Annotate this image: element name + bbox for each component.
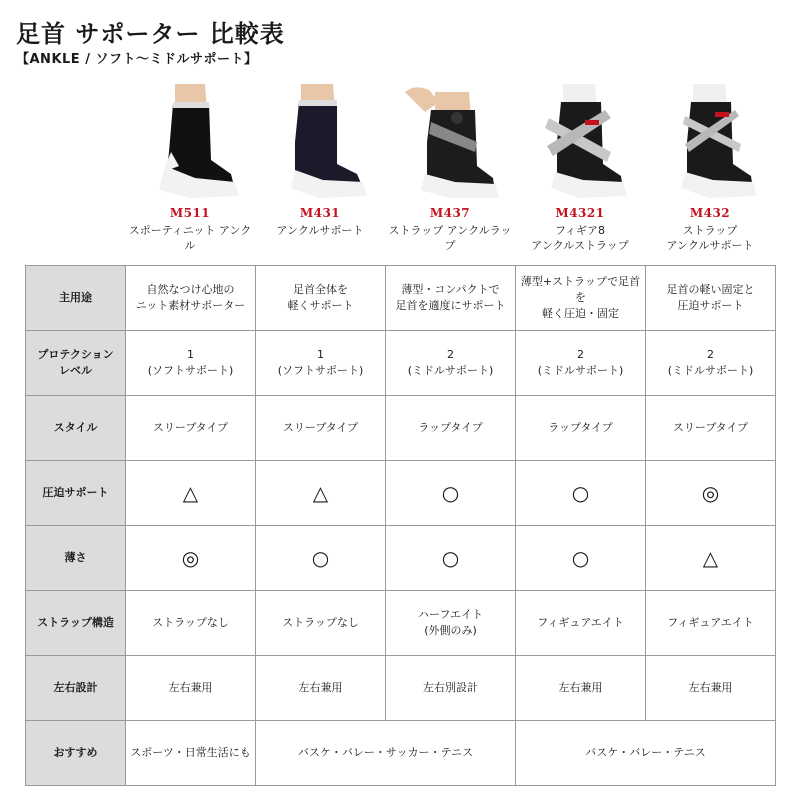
table-cell: 2 (ミドルサポート) [646, 331, 776, 396]
ankle-figure8-strap-photo-icon [525, 82, 635, 200]
table-cell: バスケ・バレー・テニス [516, 721, 776, 786]
table-row-recommended [26, 721, 776, 786]
ankle-sleeve-photo-icon [265, 82, 375, 200]
table-cell: ラップタイプ [516, 396, 646, 461]
table-cell: ハーフエイト (外側のみ) [386, 591, 516, 656]
table-cell: スリーブタイプ [646, 396, 776, 461]
rating-symbol: ○ [386, 461, 516, 526]
product-name: ストラップ アンクルサポート [666, 224, 754, 252]
row-label: 薄さ [26, 526, 126, 591]
table-cell: ラップタイプ [386, 396, 516, 461]
table-cell: 左右兼用 [646, 656, 776, 721]
product-model: M4321 [555, 206, 605, 220]
table-row-usage [26, 266, 776, 331]
table-cell: 左右別設計 [386, 656, 516, 721]
product-m437 [385, 82, 515, 262]
product-name: アンクルサポート [276, 224, 364, 237]
table-row-protection-level [26, 331, 776, 396]
table-row-style [26, 396, 776, 461]
product-m511 [125, 82, 255, 262]
table-cell: 足首全体を 軽くサポート [256, 266, 386, 331]
table-cell: バスケ・バレー・サッカー・テニス [256, 721, 516, 786]
table-row-strap-structure [26, 591, 776, 656]
row-label: プロテクション レベル [26, 331, 126, 396]
ankle-strap-sleeve-photo-icon [655, 82, 765, 200]
table-cell: 2 (ミドルサポート) [386, 331, 516, 396]
product-name: フィギア8 アンクルストラップ [531, 224, 629, 252]
row-label: おすすめ [26, 721, 126, 786]
table-cell: スリーブタイプ [126, 396, 256, 461]
table-row-compression [26, 461, 776, 526]
product-m432 [645, 82, 775, 262]
product-model: M432 [689, 206, 731, 220]
page-title: 足首 サポーター 比較表 [16, 20, 285, 48]
table-row-thinness [26, 526, 776, 591]
table-cell: ストラップなし [256, 591, 386, 656]
rating-symbol: △ [126, 461, 256, 526]
table-row-left-right [26, 656, 776, 721]
row-label: 左右設計 [26, 656, 126, 721]
table-cell: スポーツ・日常生活にも [126, 721, 256, 786]
product-gallery [125, 82, 775, 262]
row-label: 圧迫サポート [26, 461, 126, 526]
comparison-table [25, 265, 776, 786]
product-model: M431 [299, 206, 341, 220]
product-model: M511 [169, 206, 211, 220]
table-cell: 1 (ソフトサポート) [126, 331, 256, 396]
ankle-sleeve-photo-icon [135, 82, 245, 200]
table-cell: 足首の軽い固定と 圧迫サポート [646, 266, 776, 331]
table-cell: 自然なつけ心地の ニット素材サポーター [126, 266, 256, 331]
rating-symbol: △ [646, 526, 776, 591]
row-label: ストラップ構造 [26, 591, 126, 656]
rating-symbol: ○ [256, 526, 386, 591]
row-label: 主用途 [26, 266, 126, 331]
table-cell: 左右兼用 [516, 656, 646, 721]
table-cell: フィギュアエイト [646, 591, 776, 656]
rating-symbol: ◎ [126, 526, 256, 591]
rating-symbol: ○ [516, 526, 646, 591]
rating-symbol: ◎ [646, 461, 776, 526]
product-name: スポーティニット アンクル [128, 224, 252, 252]
rating-symbol: ○ [386, 526, 516, 591]
table-cell: フィギュアエイト [516, 591, 646, 656]
table-cell: ストラップなし [126, 591, 256, 656]
table-cell: 薄型・コンパクトで 足首を適度にサポート [386, 266, 516, 331]
rating-symbol: ○ [516, 461, 646, 526]
ankle-wrap-photo-icon [395, 82, 505, 200]
page-subtitle: 【ANKLE / ソフト〜ミドルサポート】 [16, 52, 258, 67]
product-m431 [255, 82, 385, 262]
product-model: M437 [429, 206, 471, 220]
product-m4321 [515, 82, 645, 262]
table-cell: 左右兼用 [126, 656, 256, 721]
product-name: ストラップ アンクルラップ [388, 224, 512, 252]
table-cell: スリーブタイプ [256, 396, 386, 461]
table-cell: 1 (ソフトサポート) [256, 331, 386, 396]
table-cell: 薄型+ストラップで足首を 軽く圧迫・固定 [516, 266, 646, 331]
table-cell: 左右兼用 [256, 656, 386, 721]
row-label: スタイル [26, 396, 126, 461]
table-cell: 2 (ミドルサポート) [516, 331, 646, 396]
rating-symbol: △ [256, 461, 386, 526]
